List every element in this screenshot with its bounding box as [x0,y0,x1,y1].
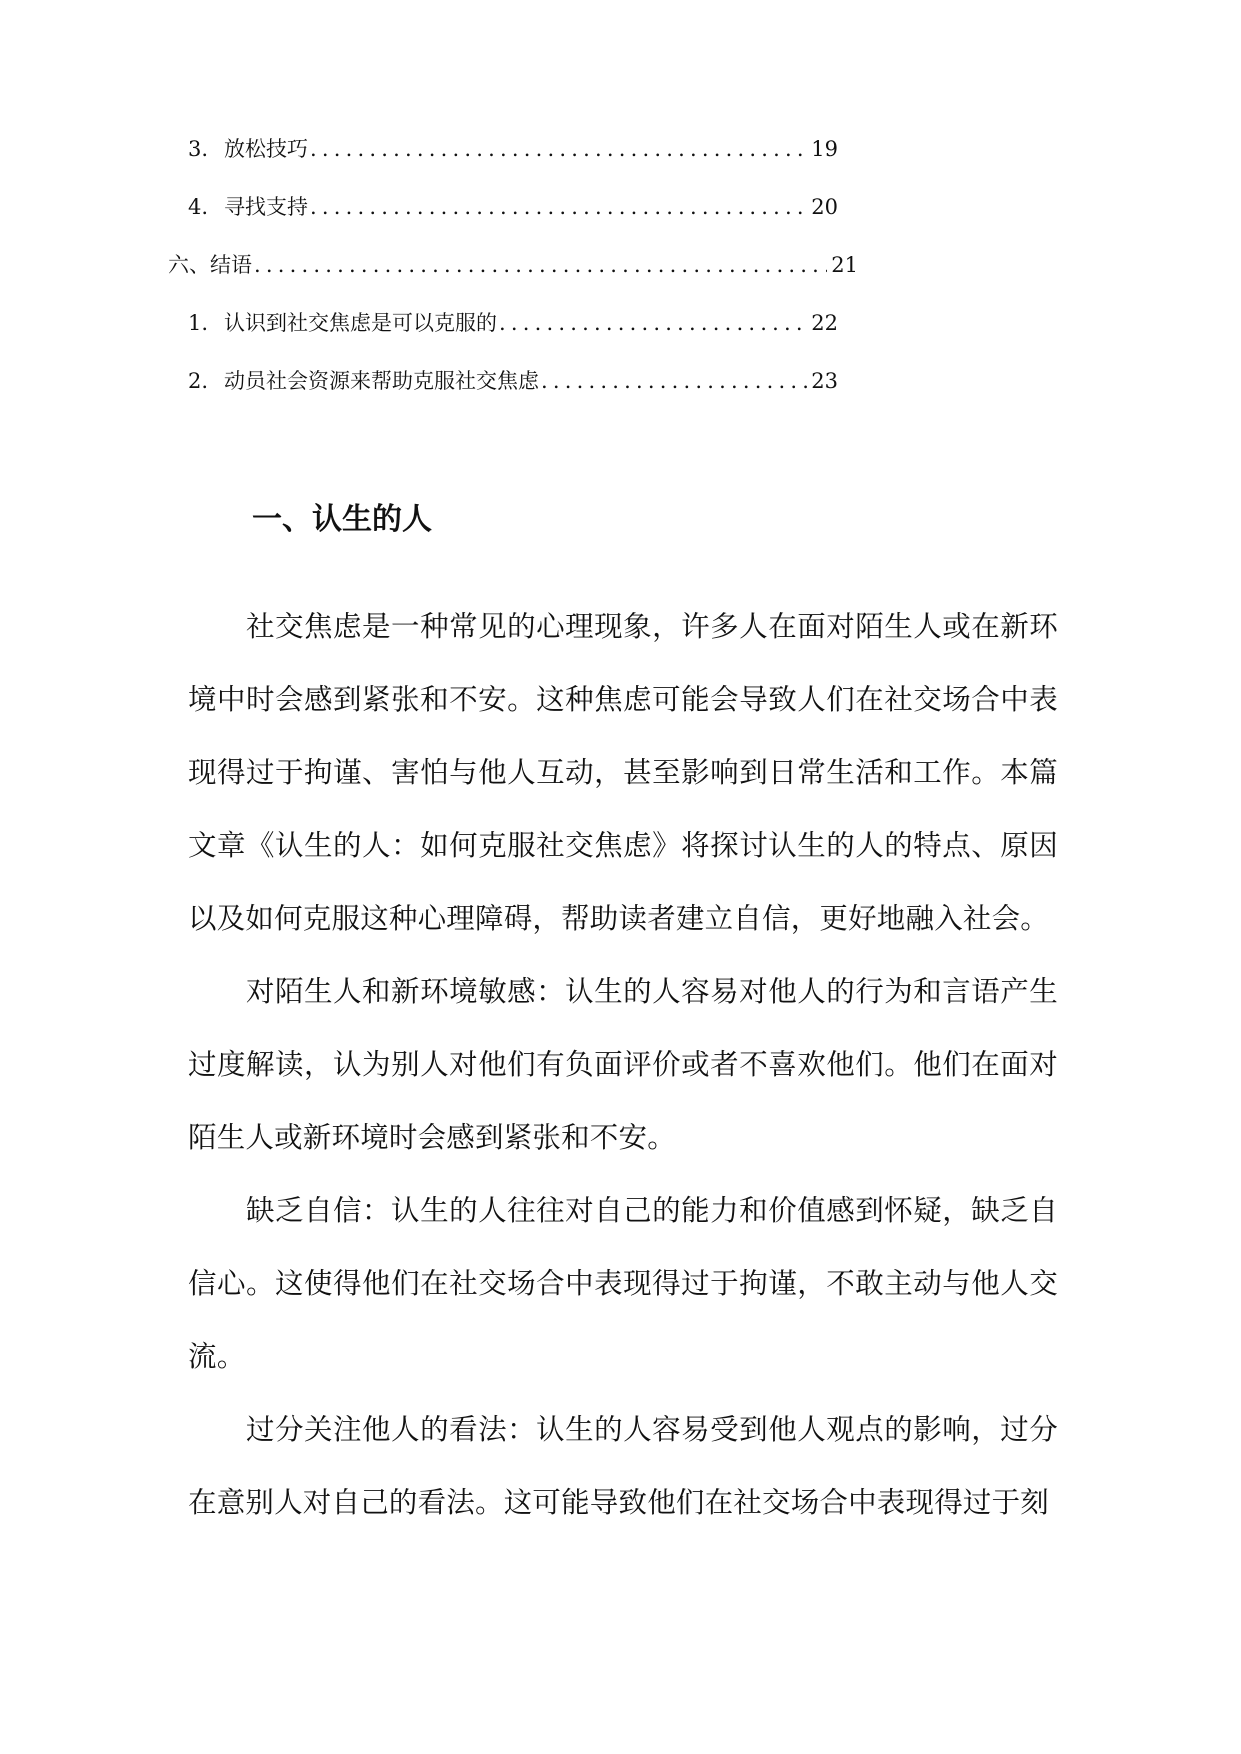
toc-entry-title: 动员社会资源来帮助克服社交焦虑 [224,369,539,393]
toc-entry-number: 3. [188,137,209,161]
toc-entry-page: 19 [811,137,838,161]
body-paragraph: 社交焦虑是一种常见的心理现象，许多人在面对陌生人或在新环境中时会感到紧张和不安。这种焦虑可能会导致人们在社交场合中表现得过于拘谨、害怕与他人互动，甚至影响到日常生活和工作。本篇文章《认生的人：如何克服社交焦虑》将探讨认生的人的特点、原因以及如何克服这种心理障碍，帮助读者建立自信，更好地融入社会。 [188,610,1058,935]
section-heading: 一、认生的人 [252,502,432,537]
toc-entry-page: 21 [831,253,858,277]
toc-entry-page: 23 [811,369,838,393]
section-body [188,590,1058,1539]
body-paragraph: 缺乏自信：认生的人往往对自己的能力和价值感到怀疑，缺乏自信心。这使得他们在社交场合中表现得过于拘谨，不敢主动与他人交流。 [188,1194,1058,1373]
toc-entry[interactable] [188,190,838,224]
toc-leader-dots [539,364,807,398]
toc-entry[interactable] [188,306,838,340]
toc-entry-title: 认识到社交焦虑是可以克服的 [224,311,497,335]
toc-entry-title: 放松技巧 [224,137,308,161]
body-paragraph: 对陌生人和新环境敏感：认生的人容易对他人的行为和言语产生过度解读，认为别人对他们有负面评价或者不喜欢他们。他们在面对陌生人或新环境时会感到紧张和不安。 [188,975,1058,1154]
toc-entry-page: 22 [811,311,838,335]
toc-leader-dots [497,306,807,340]
toc-leader-dots [308,132,807,166]
toc-entry-page: 20 [811,195,838,219]
toc-entry-title: 六、结语 [168,253,252,277]
toc-entry-title: 寻找支持 [224,195,308,219]
toc-entry[interactable] [188,132,838,166]
toc-leader-dots [252,248,827,282]
body-paragraph: 过分关注他人的看法：认生的人容易受到他人观点的影响，过分在意别人对自己的看法。这可能导致他们在社交场合中表现得过于刻 [188,1413,1058,1519]
toc-entry[interactable] [188,364,838,398]
toc-entry-number: 4. [188,195,209,219]
toc-entry-number: 1. [188,311,209,335]
toc-entry[interactable] [168,248,858,282]
toc-leader-dots [308,190,807,224]
toc-entry-number: 2. [188,369,209,393]
